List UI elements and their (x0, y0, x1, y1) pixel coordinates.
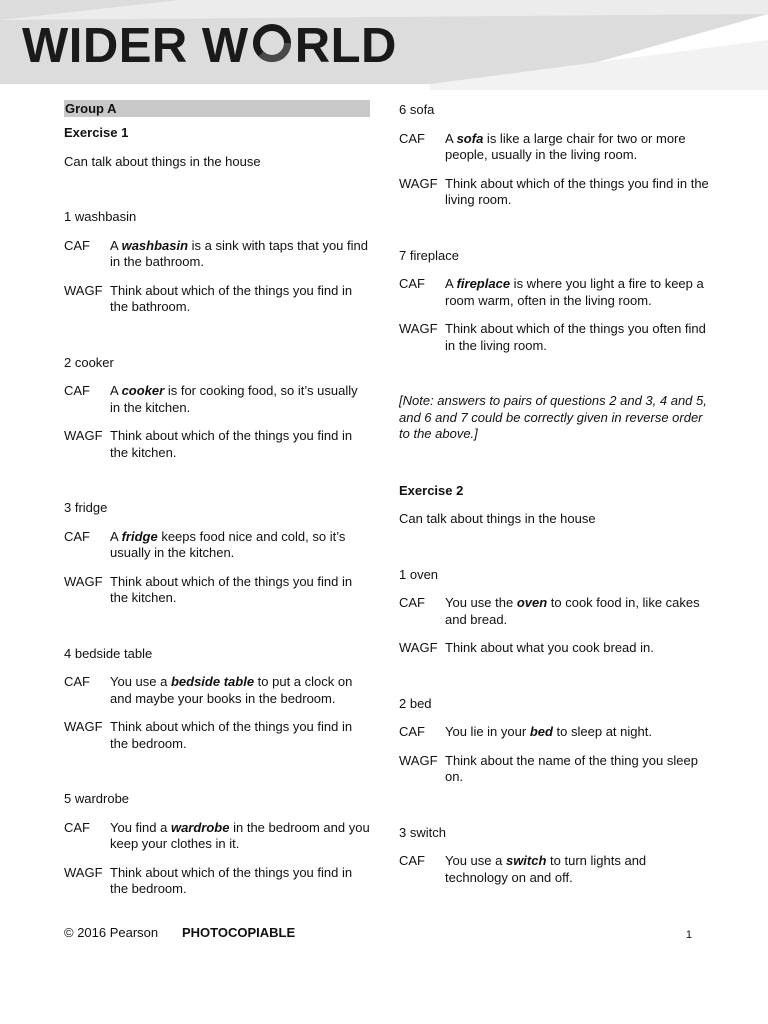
wagf-row (64, 283, 370, 316)
caf-text-post: keeps food nice and cold, so it’s usually in the kitchen. (110, 528, 346, 560)
caf-row (399, 853, 709, 886)
caf-tag: CAF (399, 276, 425, 291)
caf-tag: CAF (64, 237, 90, 253)
wagf-tag: WAGF (399, 321, 438, 336)
caf-row (399, 724, 709, 741)
caf-tag: CAF (64, 819, 90, 835)
logo-text-end: RLD (294, 19, 397, 73)
wagf-text: Think about which of the things you find in the bedroom. (110, 864, 353, 896)
caf-row (399, 131, 709, 164)
answer-order-note: [Note: answers to pairs of questions 2 and 3, 4 and 5, and 6 and 7 could be correctly given in reverse order to the above.] (399, 393, 707, 441)
caf-text-pre: A (445, 130, 457, 146)
wagf-text: Think about which of the things you find in the living room. (445, 175, 709, 207)
caf-text-pre: A (445, 276, 457, 291)
wagf-tag: WAGF (64, 719, 103, 734)
caf-text-pre: You lie in your (445, 724, 530, 739)
header-banner (0, 0, 768, 90)
logo-text-start: WIDER W (22, 19, 249, 73)
caf-keyword: fridge (121, 528, 158, 544)
caf-row (64, 674, 370, 707)
wagf-row (64, 865, 370, 898)
caf-text-post: to cook food in, like cakes and bread. (445, 595, 700, 627)
caf-text-pre: You find a (110, 819, 171, 835)
caf-text-post: to sleep at night. (552, 724, 652, 739)
caf-text-pre: You use the (445, 595, 517, 610)
caf-text-pre: You use a (110, 674, 171, 689)
caf-tag: CAF (399, 853, 425, 868)
caf-text-post: to put a clock on and maybe your books in the bedroom. (110, 674, 353, 706)
caf-keyword: oven (516, 595, 548, 610)
exercise-1-title: Exercise 1 (64, 125, 129, 140)
wagf-text: Think about which of the things you find in the kitchen. (110, 428, 353, 460)
caf-row (399, 276, 709, 309)
caf-keyword: sofa (456, 130, 484, 146)
wagf-tag: WAGF (64, 573, 103, 589)
caf-row (64, 238, 370, 271)
caf-tag: CAF (399, 595, 425, 610)
caf-tag: CAF (64, 383, 90, 398)
caf-text-pre: A (110, 383, 122, 398)
caf-row (64, 383, 370, 416)
wagf-text: Think about which of the things you find in the bedroom. (110, 719, 353, 751)
caf-text-post: is like a large chair for two or more people, usually in the living room. (445, 130, 686, 162)
item-heading: 1 washbasin (64, 209, 137, 224)
right-column (399, 100, 709, 886)
caf-tag: CAF (64, 528, 90, 544)
caf-keyword: cooker (121, 383, 165, 398)
wagf-text: Think about which of the things you find in the bathroom. (110, 282, 353, 314)
wagf-row (399, 640, 709, 657)
exercise-2-intro: Can talk about things in the house (399, 511, 596, 526)
caf-text-pre: You use a (445, 853, 506, 868)
wagf-row (64, 428, 370, 461)
caf-text-post: is a sink with taps that you find in the bathroom. (110, 237, 368, 269)
wagf-text: Think about which of the things you often find in the living room. (445, 321, 706, 353)
wagf-tag: WAGF (399, 175, 438, 191)
caf-keyword: wardrobe (170, 819, 230, 835)
item-heading: 2 cooker (64, 354, 114, 370)
caf-row (64, 820, 370, 853)
item-heading: 3 fridge (64, 500, 108, 515)
wagf-row (399, 321, 709, 354)
caf-tag: CAF (64, 674, 90, 689)
wider-world-logo (22, 20, 397, 72)
item-heading: 4 bedside table (64, 645, 153, 661)
caf-keyword: bed (529, 724, 553, 739)
logo-o-ring-icon (250, 21, 294, 65)
caf-row (399, 595, 709, 628)
item-heading: 7 fireplace (399, 247, 459, 263)
caf-text-post: is where you light a fire to keep a room warm, often in the living room. (445, 276, 704, 308)
wagf-text: Think about what you cook bread in. (445, 640, 654, 655)
wagf-row (399, 176, 709, 209)
caf-text-post: is for cooking food, so it’s usually in the kitchen. (110, 383, 358, 415)
photocopiable-label: PHOTOCOPIABLE (182, 925, 296, 940)
item-heading: 3 switch (399, 824, 446, 840)
caf-text-pre: A (110, 528, 122, 544)
caf-text-post: in the bedroom and you keep your clothes in it. (110, 819, 370, 851)
caf-text-pre: A (110, 237, 122, 253)
exercise-1-intro: Can talk about things in the house (64, 153, 261, 169)
caf-keyword: bedside table (170, 674, 255, 689)
exercise-2-title: Exercise 2 (399, 482, 464, 498)
page-number: 1 (685, 929, 692, 941)
group-a-heading: Group A (64, 100, 370, 117)
wagf-tag: WAGF (399, 640, 438, 655)
wagf-row (64, 719, 370, 752)
copyright-text: © 2016 Pearson (64, 925, 159, 940)
wagf-row (399, 753, 709, 786)
caf-text-post: to turn lights and technology on and off. (445, 853, 647, 885)
wagf-tag: WAGF (399, 752, 438, 768)
caf-keyword: washbasin (121, 237, 189, 253)
caf-tag: CAF (399, 724, 425, 739)
item-heading: 6 sofa (399, 102, 435, 117)
item-heading: 1 oven (399, 566, 439, 582)
caf-keyword: switch (505, 853, 547, 868)
item-heading: 2 bed (399, 695, 432, 711)
item-heading: 5 wardrobe (64, 791, 130, 806)
caf-row (64, 529, 370, 562)
wagf-text: Think about the name of the thing you sleep on. (445, 752, 698, 784)
caf-keyword: fireplace (456, 276, 511, 291)
wagf-tag: WAGF (64, 282, 103, 298)
wagf-tag: WAGF (64, 864, 103, 880)
caf-tag: CAF (399, 130, 425, 146)
left-column (64, 100, 370, 898)
wagf-text: Think about which of the things you find in the kitchen. (110, 573, 353, 605)
wagf-tag: WAGF (64, 428, 103, 443)
wagf-row (64, 574, 370, 607)
